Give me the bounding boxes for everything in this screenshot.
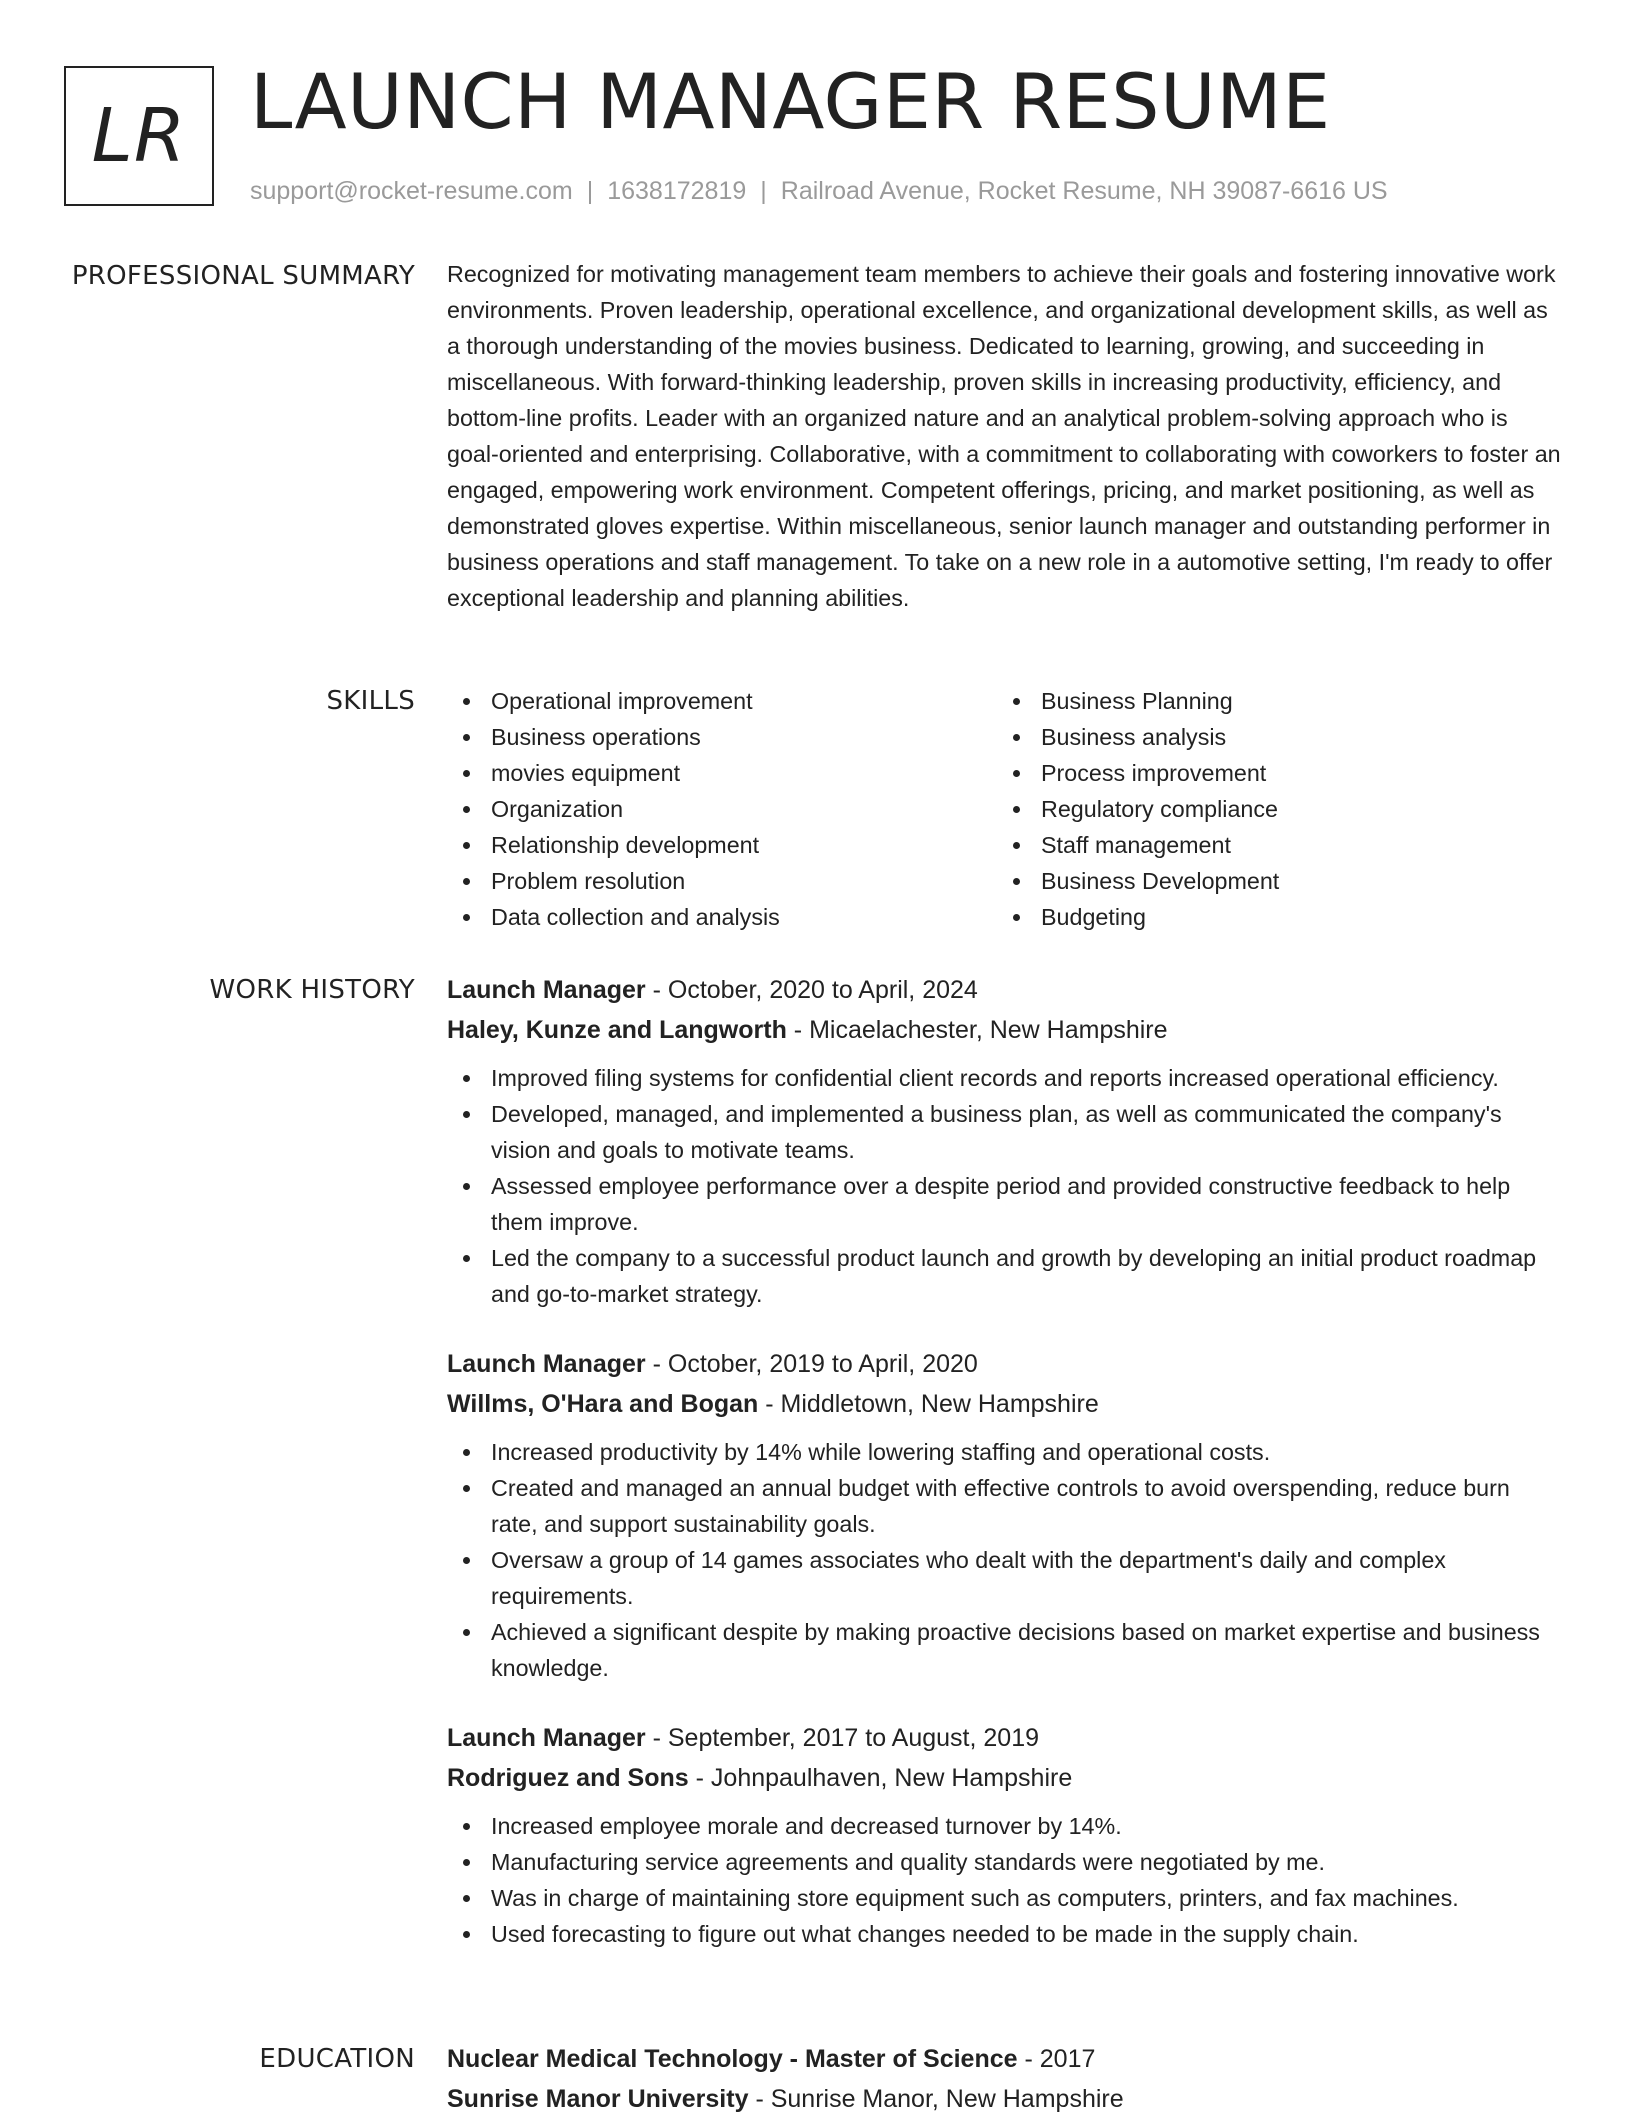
contact-phone[interactable]: 1638172819 <box>607 177 747 205</box>
job-bullet: Created and managed an annual budget with effective controls to avoid overspending, reduce burn rate, and support sustainability goals. <box>447 1470 1562 1542</box>
job-company: Haley, Kunze and Langworth <box>447 1016 787 1044</box>
job-entry <box>447 1344 1562 1686</box>
job-dates: - October, 2019 to April, 2020 <box>652 1350 978 1378</box>
education-degree-line <box>447 2039 1562 2079</box>
skill-item: Budgeting <box>997 899 1547 935</box>
education-location: - Sunrise Manor, New Hampshire <box>755 2085 1124 2113</box>
job-company: Willms, O'Hara and Bogan <box>447 1390 759 1418</box>
job-entry <box>447 1718 1562 1952</box>
education-degree: Nuclear Medical Technology - Master of Science <box>447 2045 1018 2073</box>
job-dates: - September, 2017 to August, 2019 <box>652 1724 1039 1752</box>
job-title: Launch Manager <box>447 976 646 1004</box>
job-location: - Micaelachester, New Hampshire <box>793 1016 1168 1044</box>
job-location: - Johnpaulhaven, New Hampshire <box>695 1764 1073 1792</box>
job-bullet: Developed, managed, and implemented a business plan, as well as communicated the company's vision and goals to motivate teams. <box>447 1096 1562 1168</box>
skills-column-left <box>447 683 997 935</box>
job-bullets <box>447 1434 1562 1686</box>
education-label: EDUCATION <box>259 2044 415 2074</box>
monogram-logo: LR <box>64 66 214 206</box>
job-bullet: Improved filing systems for confidential client records and reports increased operational efficiency. <box>447 1060 1562 1096</box>
job-bullet: Led the company to a successful product launch and growth by developing an initial product roadmap and go-to-market strategy. <box>447 1240 1562 1312</box>
skill-item: Business analysis <box>997 719 1547 755</box>
contact-line <box>250 174 1388 208</box>
job-title: Launch Manager <box>447 1724 646 1752</box>
skill-item: Data collection and analysis <box>447 899 997 935</box>
resume-title: LAUNCH MANAGER RESUME <box>250 57 1331 146</box>
job-title: Launch Manager <box>447 1350 646 1378</box>
summary-label: PROFESSIONAL SUMMARY <box>71 261 415 291</box>
job-bullet: Increased employee morale and decreased turnover by 14%. <box>447 1808 1562 1844</box>
job-entry <box>447 970 1562 1312</box>
skill-item: Regulatory compliance <box>997 791 1547 827</box>
skill-item: Operational improvement <box>447 683 997 719</box>
skill-item: Relationship development <box>447 827 997 863</box>
skill-item: Organization <box>447 791 997 827</box>
job-bullet: Manufacturing service agreements and quality standards were negotiated by me. <box>447 1844 1562 1880</box>
job-bullet: Assessed employee performance over a despite period and provided constructive feedback to help them improve. <box>447 1168 1562 1240</box>
job-company-line <box>447 1758 1562 1798</box>
skill-item: Business operations <box>447 719 997 755</box>
job-location: - Middletown, New Hampshire <box>765 1390 1099 1418</box>
job-bullet: Oversaw a group of 14 games associates who dealt with the department's daily and complex requirements. <box>447 1542 1562 1614</box>
job-company: Rodriguez and Sons <box>447 1764 689 1792</box>
work-history-label: WORK HISTORY <box>209 975 415 1005</box>
skill-item: Business Development <box>997 863 1547 899</box>
skills-label: SKILLS <box>326 686 415 716</box>
contact-separator: | <box>760 177 767 205</box>
job-title-line <box>447 970 1562 1010</box>
contact-separator: | <box>586 177 594 205</box>
job-dates: - October, 2020 to April, 2024 <box>652 976 978 1004</box>
education-school-line <box>447 2079 1562 2119</box>
job-bullet: Increased productivity by 14% while lowering staffing and operational costs. <box>447 1434 1562 1470</box>
skill-item: Staff management <box>997 827 1547 863</box>
job-bullets <box>447 1808 1562 1952</box>
job-bullet: Achieved a significant despite by making proactive decisions based on market expertise and business knowledge. <box>447 1614 1562 1686</box>
education-school: Sunrise Manor University <box>447 2085 749 2113</box>
job-bullets <box>447 1060 1562 1312</box>
contact-email[interactable]: support@rocket-resume.com <box>250 177 573 205</box>
job-company-line <box>447 1010 1562 1050</box>
contact-address: Railroad Avenue, Rocket Resume, NH 39087-6616 US <box>780 177 1388 205</box>
skills-list <box>447 683 1562 935</box>
education-year: - 2017 <box>1024 2045 1096 2073</box>
job-title-line <box>447 1344 1562 1384</box>
job-bullet: Was in charge of maintaining store equipment such as computers, printers, and fax machines. <box>447 1880 1562 1916</box>
skills-column-right <box>997 683 1547 935</box>
skill-item: movies equipment <box>447 755 997 791</box>
skill-item: Business Planning <box>997 683 1547 719</box>
skill-item: Process improvement <box>997 755 1547 791</box>
summary-text: Recognized for motivating management team members to achieve their goals and fostering innovative work environments. Proven leadership, operational excellence, and organizational development skills, as well as a thorough understanding of the movies business. Dedicated to learning, growing, and succeeding in miscellaneous. With forward-thinking leadership, proven skills in increasing productivity, efficiency, and bottom-line profits. Leader with an organized nature and an analytical problem-solving approach who is goal-oriented and enterprising. Collaborative, with a commitment to collaborating with coworkers to foster an engaged, empowering work environment. Competent offerings, pricing, and market positioning, as well as demonstrated gloves expertise. Within miscellaneous, senior launch manager and outstanding performer in business operations and staff management. To take on a new role in a automotive setting, I'm ready to offer exceptional leadership and planning abilities. <box>447 261 1561 611</box>
job-title-line <box>447 1718 1562 1758</box>
job-bullet: Used forecasting to figure out what changes needed to be made in the supply chain. <box>447 1916 1562 1952</box>
job-company-line <box>447 1384 1562 1424</box>
skill-item: Problem resolution <box>447 863 997 899</box>
